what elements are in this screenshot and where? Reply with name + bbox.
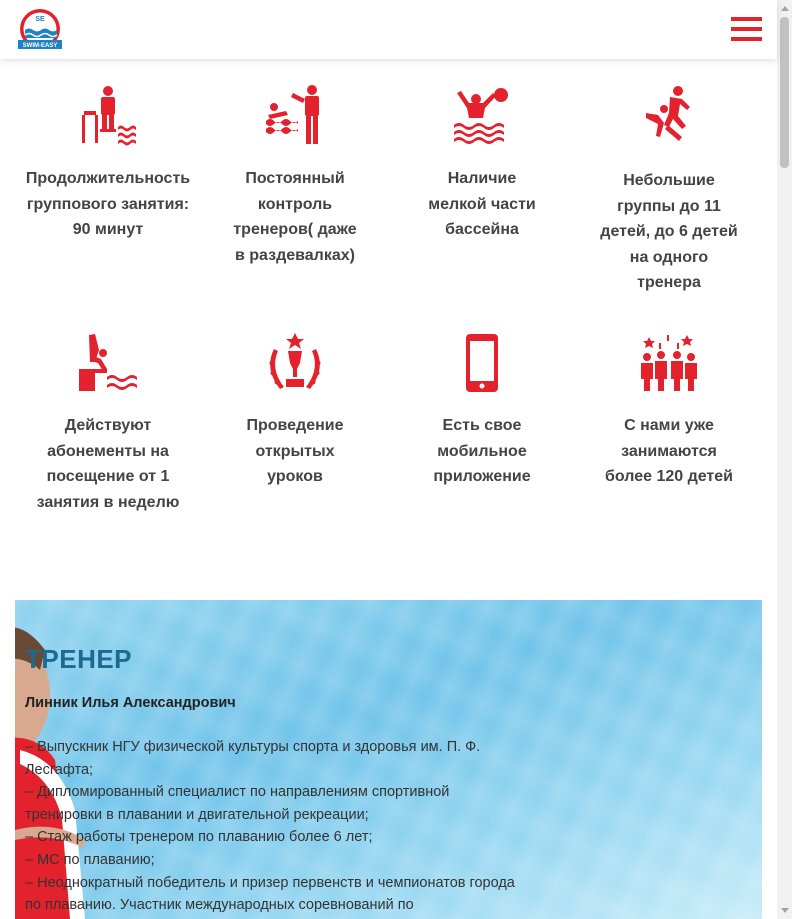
feature-subscriptions xyxy=(23,333,193,515)
trophy-award-icon xyxy=(264,333,326,393)
feature-shallow-part xyxy=(397,85,567,243)
feature-open-lessons xyxy=(210,333,380,490)
scrollbar-thumb[interactable] xyxy=(780,17,789,168)
diving-board-icon xyxy=(77,333,139,393)
feature-mobile-app-text: Есть свое мобильное приложение xyxy=(433,417,531,485)
vertical-scrollbar[interactable] xyxy=(777,0,792,919)
coach-bio-item: – МС по плаванию; xyxy=(25,851,155,868)
kids-playing-icon xyxy=(642,85,696,145)
feature-supervision-text: Постоянный контроль тренеров( даже в раздевалках) xyxy=(233,170,357,264)
logo-ribbon-text: SWIM-EASY xyxy=(22,43,58,49)
hamburger-menu-icon[interactable] xyxy=(731,17,762,43)
feature-small-groups xyxy=(584,85,754,296)
feature-duration xyxy=(23,85,193,243)
lifeguard-rescue-icon xyxy=(264,85,326,147)
coach-bio-item: – Выпускник НГУ физической культуры спорта и здоровья им. П. Ф. Лесгафта; xyxy=(25,739,481,778)
logo-top-text: SE xyxy=(35,16,45,23)
feature-small-groups-text: Небольшие группы до 11 детей, до 6 детей на одного тренера xyxy=(600,172,738,291)
mobile-phone-icon xyxy=(465,333,499,393)
feature-supervision xyxy=(210,85,380,268)
coach-bio-item: – Неоднократный победитель и призер первенств и чемпионатов города по плаванию. Участник международных соревнований по xyxy=(25,874,515,914)
coach-bio-item: – Дипломированный специалист по направлениям спортивной тренировки в плавании и двигательной рекреации; xyxy=(25,784,450,823)
feature-students-count xyxy=(584,333,754,490)
lifeguard-tower-icon xyxy=(78,85,138,147)
feature-open-lessons-text: Проведение открытых уроков xyxy=(246,417,344,485)
celebrating-group-icon xyxy=(639,333,699,393)
scroll-up-arrow-icon[interactable] xyxy=(781,6,789,11)
feature-duration-text: Продолжительность группового занятия: 90 минут xyxy=(25,170,191,238)
coach-section-title: ТРЕНЕР xyxy=(25,644,133,674)
feature-subscriptions-text: Действуют абонементы на посещение от 1 занятия в неделю xyxy=(36,417,180,511)
coach-name: Линник Илья Александрович xyxy=(25,695,236,711)
feature-students-count-text: С нами уже занимаются более 120 детей xyxy=(604,417,733,485)
feature-mobile-app xyxy=(397,333,567,490)
coach-section xyxy=(15,600,762,919)
site-header xyxy=(0,0,777,59)
water-ball-icon xyxy=(451,85,513,145)
coach-bio-item: – Стаж работы тренером по плаванию более 6 лет; xyxy=(25,829,373,846)
scroll-down-arrow-icon[interactable] xyxy=(781,908,789,913)
swim-easy-logo[interactable] xyxy=(15,8,65,52)
feature-shallow-part-text: Наличие мелкой части бассейна xyxy=(428,170,536,238)
coach-bio xyxy=(25,736,525,917)
